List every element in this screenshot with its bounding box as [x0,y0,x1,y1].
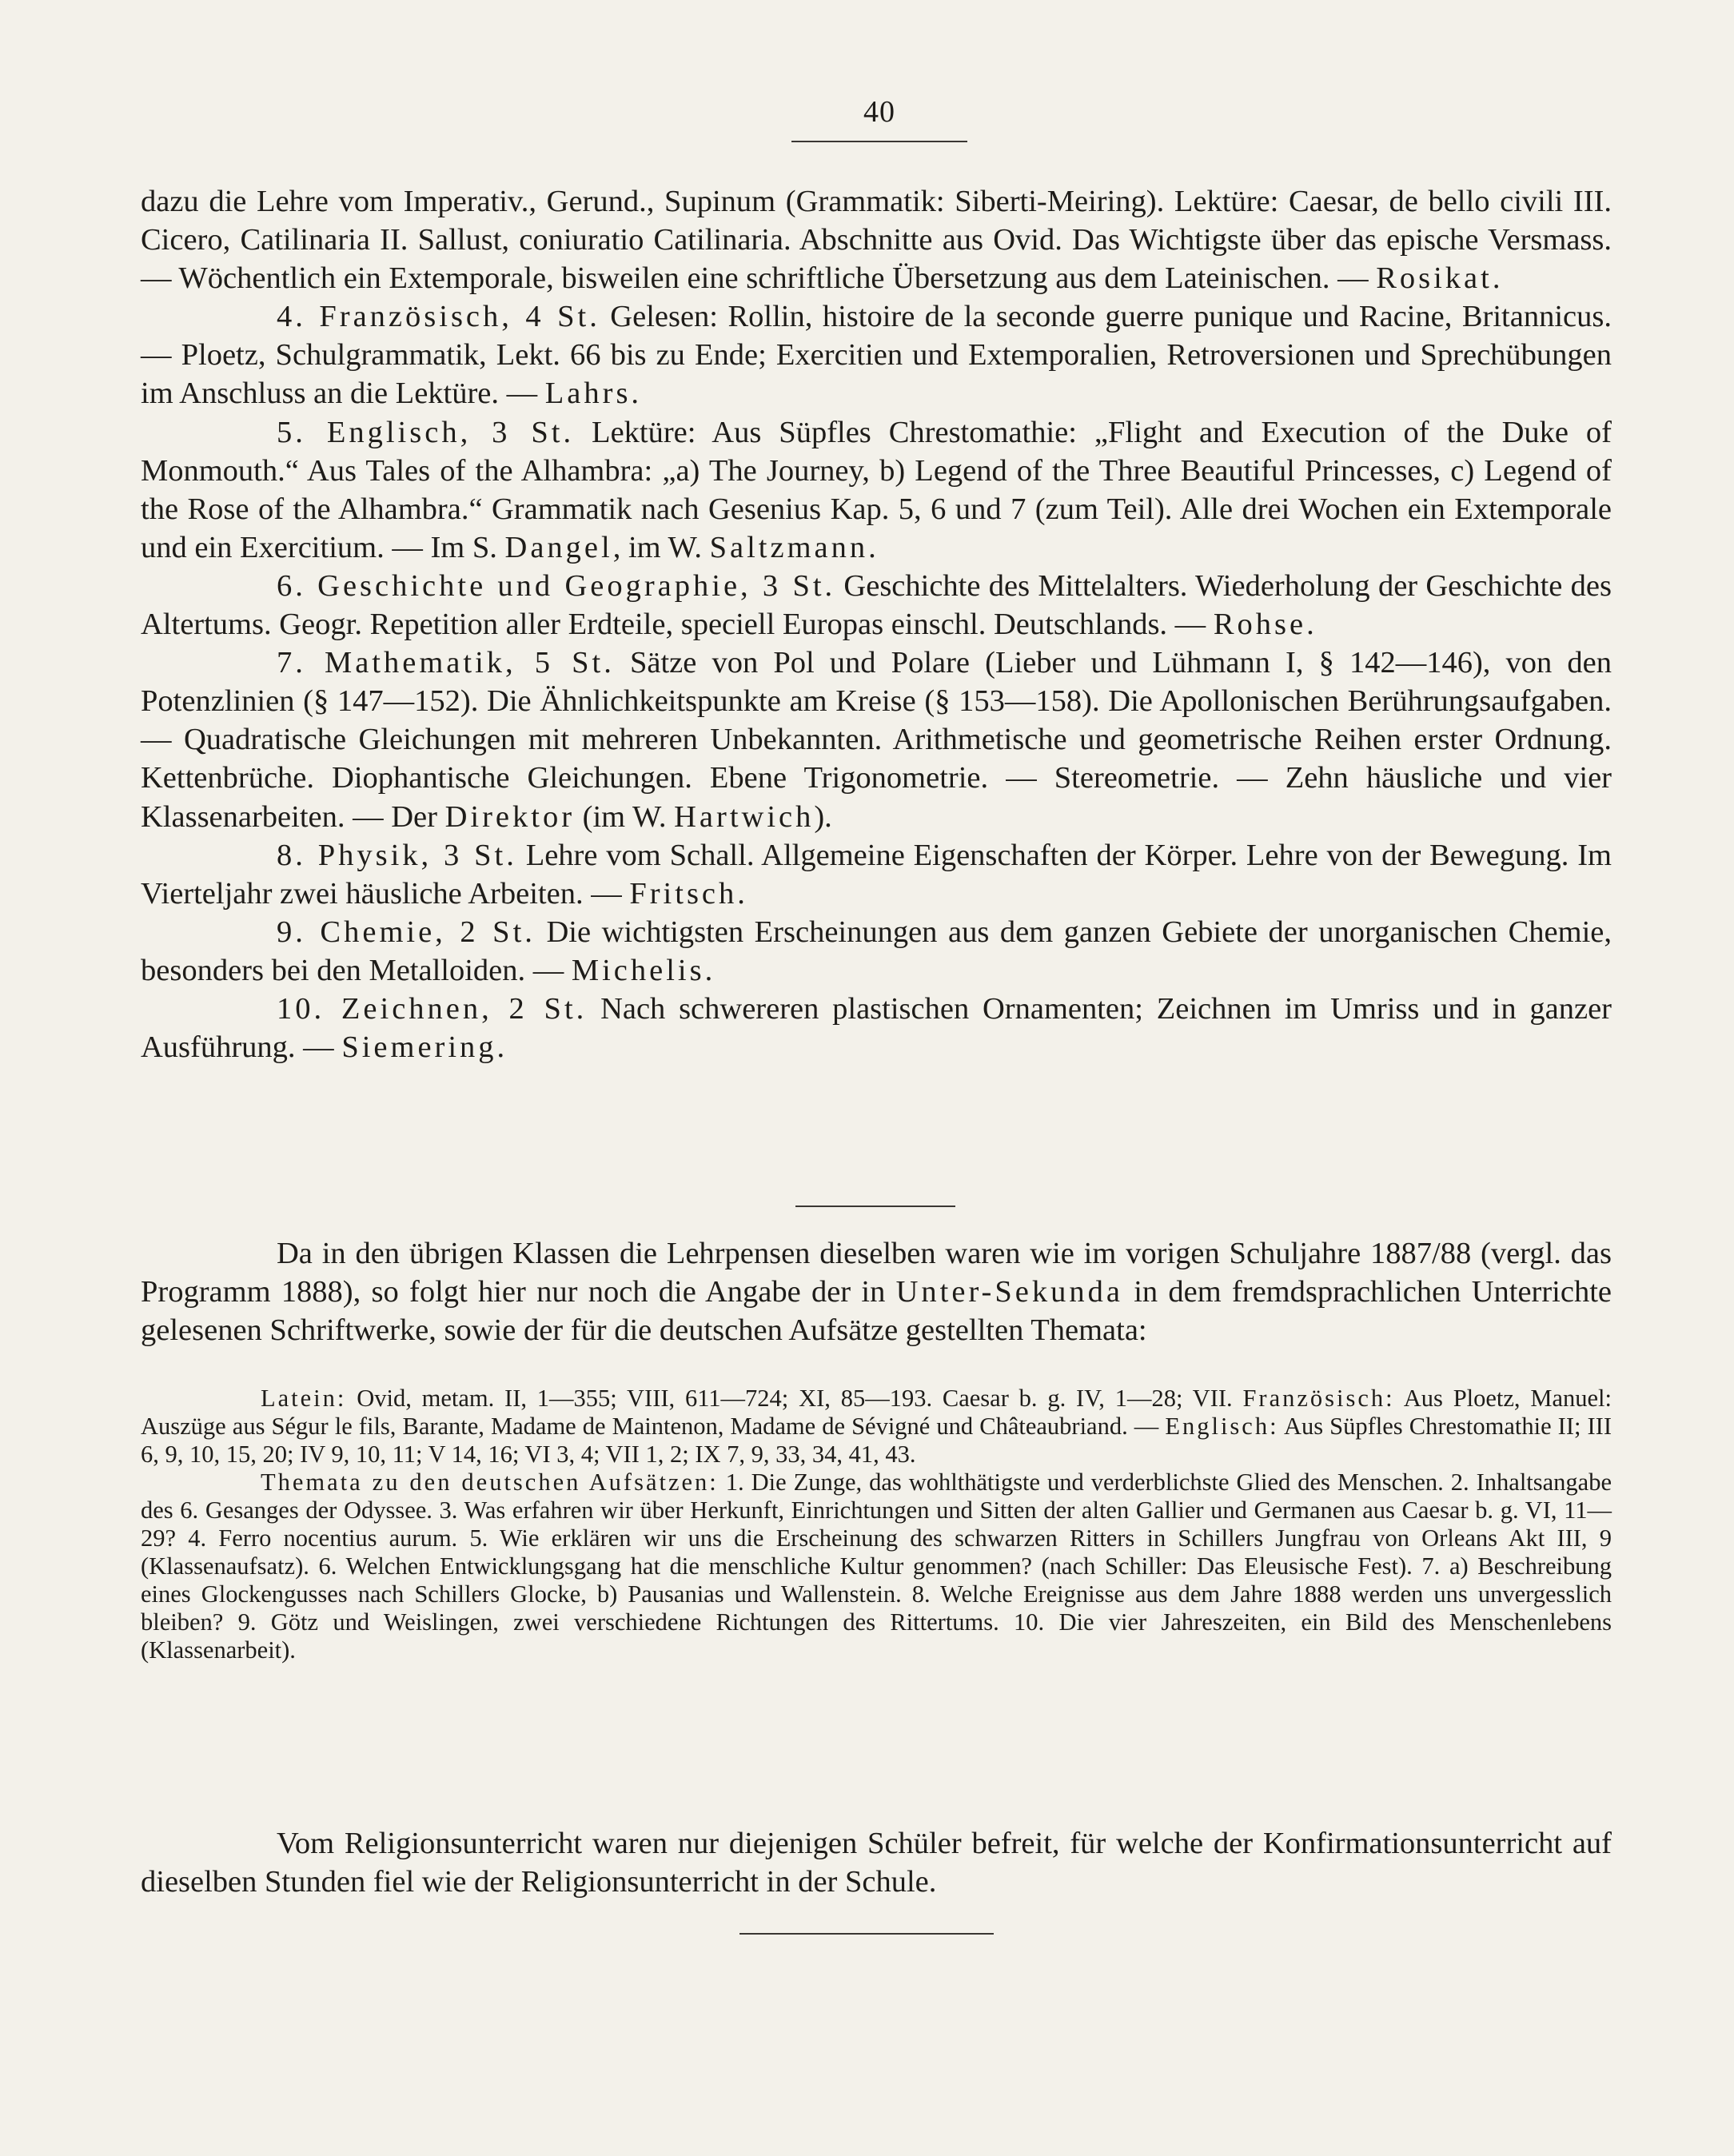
body-text: (im W. [575,799,675,834]
body-text: Geschichte des Mittelalters. Wiederholung der Geschichte des Altertums. Geogr. Repetition aller Erdteile, speciell Europas einschl. Deutschlands. — [141,568,1612,642]
paragraph [141,567,1612,644]
body-text: Die wichtigsten Erscheinungen aus dem ganzen Gebiete der unorganischen Chemie, besonders bei den Metalloiden. — [141,915,1612,987]
section-subject-reports [141,182,1612,1066]
body-text: Vom Religionsunterricht waren nur diejenigen Schüler befreit, für welche der Konfirmationsunterricht auf dieselben Stunden fiel wie der Religionsunterricht in der Schule. [141,1827,1612,1899]
paragraph [141,1385,1612,1469]
paragraph [141,836,1612,913]
spaced-emphasis-text: 8. Physik, 3 St. [277,838,517,872]
spaced-emphasis-text: Lahrs. [544,377,643,411]
spaced-emphasis-text: 4. Französisch, 4 St. [277,300,600,334]
section-readings-and-themes [141,1385,1612,1664]
paragraph [141,1234,1612,1349]
body-text: dazu die Lehre vom Imperativ., Gerund., Supinum (Grammatik: Siberti-Meiring). Lektüre: Caesar, de bello civili III. Cicero, Catilinaria II. Sallust, coniuratio Catilinaria. Abschnitte aus Ovid. Das Wichtigste über das epische Versmass. — Wöchentlich ein Extemporale, bisweilen eine schriftliche Übersetzung aus dem Lateinischen. — [141,185,1612,296]
body-text: Ovid, metam. II, 1—355; VIII, 611—724; XI, 85—193. Caesar b. g. IV, 1—28; VII. [346,1385,1243,1412]
section-religion-note [141,1824,1612,1901]
body-text: Lektüre: Aus Süpfles Chrestomathie: „Flight and Execution of the Duke of Monmouth.“ Aus Tales of the Alhambra: „a) The Journey, b) Legend of the Three Beautiful Princesses, c) Legend of the Rose of the Alhambra.“ Grammatik nach Gesenius Kap. 5, 6 und 7 (zum Teil). Alle drei Wochen ein Extemporale und ein Exercitium. — Im S. [141,415,1612,564]
body-text: 1. Die Zunge, das wohlthätigste und verderblichste Glied des Menschen. 2. Inhaltsangabe des 6. Gesanges der Odyssee. 3. Was erfahren wir über Herkunft, Einrichtungen und Sitten der alten Gallier und Germanen aus Caesar b. g. VI, 11—29? 4. Ferro nocentius aurum. 5. Wie erklären wir uns die Erscheinung des schwarzen Ritters in Schillers Jungfrau von Orleans Akt III, 9 (Klassenaufsatz). 6. Welchen Entwicklungsgang hat die menschliche Kultur genommen? (nach Schiller: Das Eleusische Fest). 7. a) Beschreibung eines Glockengusses nach Schillers Glocke, b) Pausanias und Wallenstein. 8. Welche Ereignisse aus dem Jahre 1888 werden uns unvergesslich bleiben? 9. Götz und Weislingen, zwei verschiedene Richtungen des Rittertums. 10. Die vier Jahreszeiten, ein Bild des Menschenlebens (Klassenarbeit). [141,1469,1612,1664]
spaced-emphasis-text: Michelis. [571,953,716,987]
spaced-emphasis-text: 7. Mathematik, 5 St. [277,646,615,680]
spaced-emphasis-text: Rohse. [1213,608,1317,642]
body-text: Sätze von Pol und Polare (Lieber und Lühmann I, § 142—146), von den Potenzlinien (§ 147—152). Die Ähnlichkeitspunkte am Kreise (§ 153—158). Die Apollonischen Berührungsaufgaben. — Quadratische Gleichungen mit mehreren Unbekannten. Arithmetische und geometrische Reihen erster Ordnung. Kettenbrüche. Diophantische Gleichungen. Ebene Trigonometrie. — Stereometrie. — Zehn häusliche und vier Klassenarbeiten. — Der [141,646,1612,834]
body-text: Nach schwereren plastischen Ornamenten; Zeichnen im Umriss und in ganzer Ausführung. — [141,991,1612,1065]
spaced-emphasis-text: Englisch: [1165,1413,1279,1440]
section-other-classes-intro [141,1234,1612,1349]
spaced-emphasis-text: Dangel [504,530,613,564]
body-text: Aus Ploetz, Manuel: Auszüge aus Ségur le fils, Barante, Madame de Maintenon, Madame de Sévigné und Châteaubriand. — [141,1385,1612,1440]
spaced-emphasis-text: 5. Englisch, 3 St. [277,415,575,449]
spaced-emphasis-text: Saltzmann. [709,530,879,564]
spaced-emphasis-text: 6. Geschichte und Geographie, 3 St. [277,568,836,603]
paragraph [141,913,1612,990]
footer-divider [739,1933,994,1935]
paragraph [141,182,1612,297]
body-text: Aus Süpfles Chrestomathie II; III 6, 9, 10, 15, 20; IV 9, 10, 11; V 14, 16; VI 3, 4; VII 1, 2; IX 7, 9, 33, 34, 41, 43. [141,1413,1612,1468]
spaced-emphasis-text: Rosikat. [1376,261,1504,296]
header-rule [791,141,967,142]
spaced-emphasis-text: 10. Zeichnen, 2 St. [277,991,588,1026]
spaced-emphasis-text: 9. Chemie, 2 St. [277,915,536,949]
body-text: , im W. [612,530,710,564]
paragraph [141,990,1612,1066]
paragraph [141,644,1612,835]
paragraph [141,1824,1612,1901]
spaced-emphasis-text: Hartwich [674,799,815,834]
body-text: Gelesen: Rollin, histoire de la seconde guerre punique und Racine, Britannicus. — Ploetz, Schulgrammatik, Lekt. 66 bis zu Ende; Exercitien und Extemporalien, Retroversionen und Sprechübungen im Anschluss an die Lektüre. — [141,300,1612,411]
spaced-emphasis-text: Direktor [444,799,576,834]
page-number: 40 [863,95,895,129]
paragraph [141,413,1612,567]
spaced-emphasis-text: Unter-Sekunda [895,1275,1123,1309]
spaced-emphasis-text: Fritsch. [629,876,748,911]
section-divider [795,1206,955,1207]
paragraph [141,297,1612,412]
spaced-emphasis-text: Französisch: [1242,1385,1395,1412]
spaced-emphasis-text: Latein: [261,1385,347,1412]
body-text: in dem fremdsprachlichen Unterrichte gelesenen Schriftwerke, sowie der für die deutschen Aufsätze gestellten Themata: [141,1275,1612,1348]
body-text: Lehre vom Schall. Allgemeine Eigenschaften der Körper. Lehre von der Bewegung. Im Vierteljahr zwei häusliche Arbeiten. — [141,838,1612,911]
spaced-emphasis-text: Siemering. [341,1030,508,1065]
spaced-emphasis-text: Themata zu den deutschen Aufsätzen: [261,1469,719,1496]
paragraph [141,1469,1612,1664]
body-text: Da in den übrigen Klassen die Lehrpensen dieselben waren wie im vorigen Schuljahre 1887/88 (vergl. das Programm 1888), so folgt hier nur noch die Angabe der in [141,1237,1612,1309]
body-text: ). [814,799,832,834]
